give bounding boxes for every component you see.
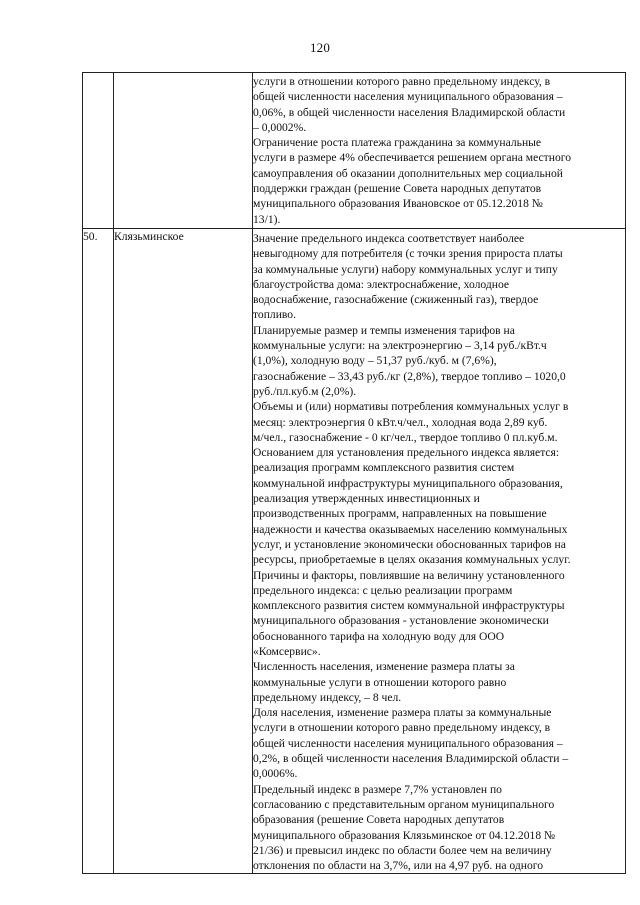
text-line: производственных программ, направленных на повышение	[253, 507, 547, 521]
text-line: реализация программ комплексного развития систем	[253, 461, 515, 475]
text-line: общей численности населения муниципального образования –	[253, 90, 563, 104]
text-line: благоустройства дома: электроснабжение, холодное	[253, 277, 510, 291]
text-line: предельного индекса: с целью реализации программ	[253, 583, 513, 597]
table-row-continued	[83, 73, 626, 229]
text-line: Ограничение роста платежа гражданина за коммунальные	[253, 136, 542, 150]
description-cell	[253, 73, 626, 229]
description-cell	[253, 228, 626, 873]
text-line: невыгодному для потребителя (с точки зрения прироста платы	[253, 247, 563, 261]
row-number-cell: 50.	[83, 228, 114, 873]
text-line: топливо.	[253, 308, 296, 322]
text-line: Объемы и (или) нормативы потребления коммунальных услуг в	[253, 400, 569, 414]
table-row-klyazminskoe	[83, 228, 626, 873]
municipality-name-cell: Клязьминское	[114, 228, 253, 873]
page-number: 120	[309, 40, 331, 55]
text-line: муниципального образования Ивановское от 05.12.2018 №	[253, 197, 543, 211]
text-line: предельному индексу, – 8 чел.	[253, 690, 402, 704]
row-number-cell	[83, 73, 114, 229]
text-line: услуги в отношении которого равно предельному индексу, в	[253, 75, 551, 88]
text-line: отклонения по области на 3,7%, или на 4,97 руб. на одного	[253, 859, 544, 873]
text-line: Причины и факторы, повлиявшие на величину установленного	[253, 568, 565, 582]
text-line: за коммунальные услуги) набору коммунальных услуг и типу	[253, 262, 558, 276]
text-line: ресурсы, приобретаемые в целях оказания коммунальных услуг.	[253, 553, 571, 567]
text-line: «Комсервис».	[253, 644, 321, 658]
text-line: водоснабжение, газоснабжение (сжиженный газ), твердое	[253, 293, 539, 307]
municipality-name-cell	[114, 73, 253, 229]
text-line: услуги в размере 4% обеспечивается решением органа местного	[253, 151, 572, 165]
text-line: Доля населения, изменение размера платы за коммунальные	[253, 706, 552, 720]
text-line: 21/36) и превысил индекс по области более чем на величину	[253, 843, 552, 857]
text-line: поддержки граждан (решение Совета народных депутатов	[253, 182, 542, 196]
text-line: руб./пл.куб.м (2,0%).	[253, 384, 357, 398]
text-line: м/чел., газоснабжение - 0 кг/чел., твердое топливо 0 пл.куб.м.	[253, 430, 558, 444]
text-line: коммунальные услуги в отношении которого равно	[253, 675, 507, 689]
text-line: коммунальные услуги: на электроэнергию – 3,14 руб./кВт.ч	[253, 339, 547, 353]
text-line: самоуправления об оказании дополнительных мер социальной	[253, 166, 563, 180]
text-line: Значение предельного индекса соответствует наиболее	[253, 231, 525, 245]
text-line: Предельный индекс в размере 7,7% установлен по	[253, 782, 502, 796]
text-line: услуги в отношении которого равно предельному индексу, в	[253, 721, 551, 735]
text-line: муниципального образования Клязьминское от 04.12.2018 №	[253, 828, 556, 842]
text-line: согласованию с представительным органом муниципального	[253, 797, 555, 811]
text-line: реализация утвержденных инвестиционных и	[253, 492, 480, 506]
text-line: Численность населения, изменение размера платы за	[253, 660, 515, 674]
text-line: обоснованного тарифа на холодную воду для ООО	[253, 629, 505, 643]
text-line: газоснабжение – 33,43 руб./кг (2,8%), твердое топливо – 1020,0	[253, 369, 566, 383]
text-line: муниципального образования - установление экономически	[253, 614, 549, 628]
text-line: общей численности населения муниципального образования –	[253, 736, 563, 750]
text-line: (1,0%), холодную воду – 51,37 руб./куб. м (7,6%),	[253, 354, 497, 368]
text-line: 0,06%, в общей численности населения Владимирской области	[253, 105, 566, 119]
text-line: Основанием для установления предельного индекса является:	[253, 446, 560, 460]
text-line: коммунальной инфраструктуры муниципального образования,	[253, 476, 563, 490]
text-line: – 0,0002%.	[253, 120, 307, 134]
text-line: услуг, и установление экономически обоснованных тарифов на	[253, 537, 566, 551]
text-line: 0,2%, в общей численности населения Владимирской области –	[253, 752, 569, 766]
text-line: 13/1).	[253, 212, 281, 226]
text-line: Планируемые размер и темпы изменения тарифов на	[253, 323, 515, 337]
text-line: комплексного развития систем коммунальной инфраструктуры	[253, 599, 565, 613]
text-line: надежности и качества оказываемых населению коммунальных	[253, 522, 568, 536]
text-line: месяц: электроэнергия 0 кВт.ч/чел., холодная вода 2,89 куб.	[253, 415, 548, 429]
text-line: образования (решение Совета народных депутатов	[253, 813, 505, 827]
tariff-index-table	[82, 72, 626, 874]
text-line: 0,0006%.	[253, 767, 298, 781]
